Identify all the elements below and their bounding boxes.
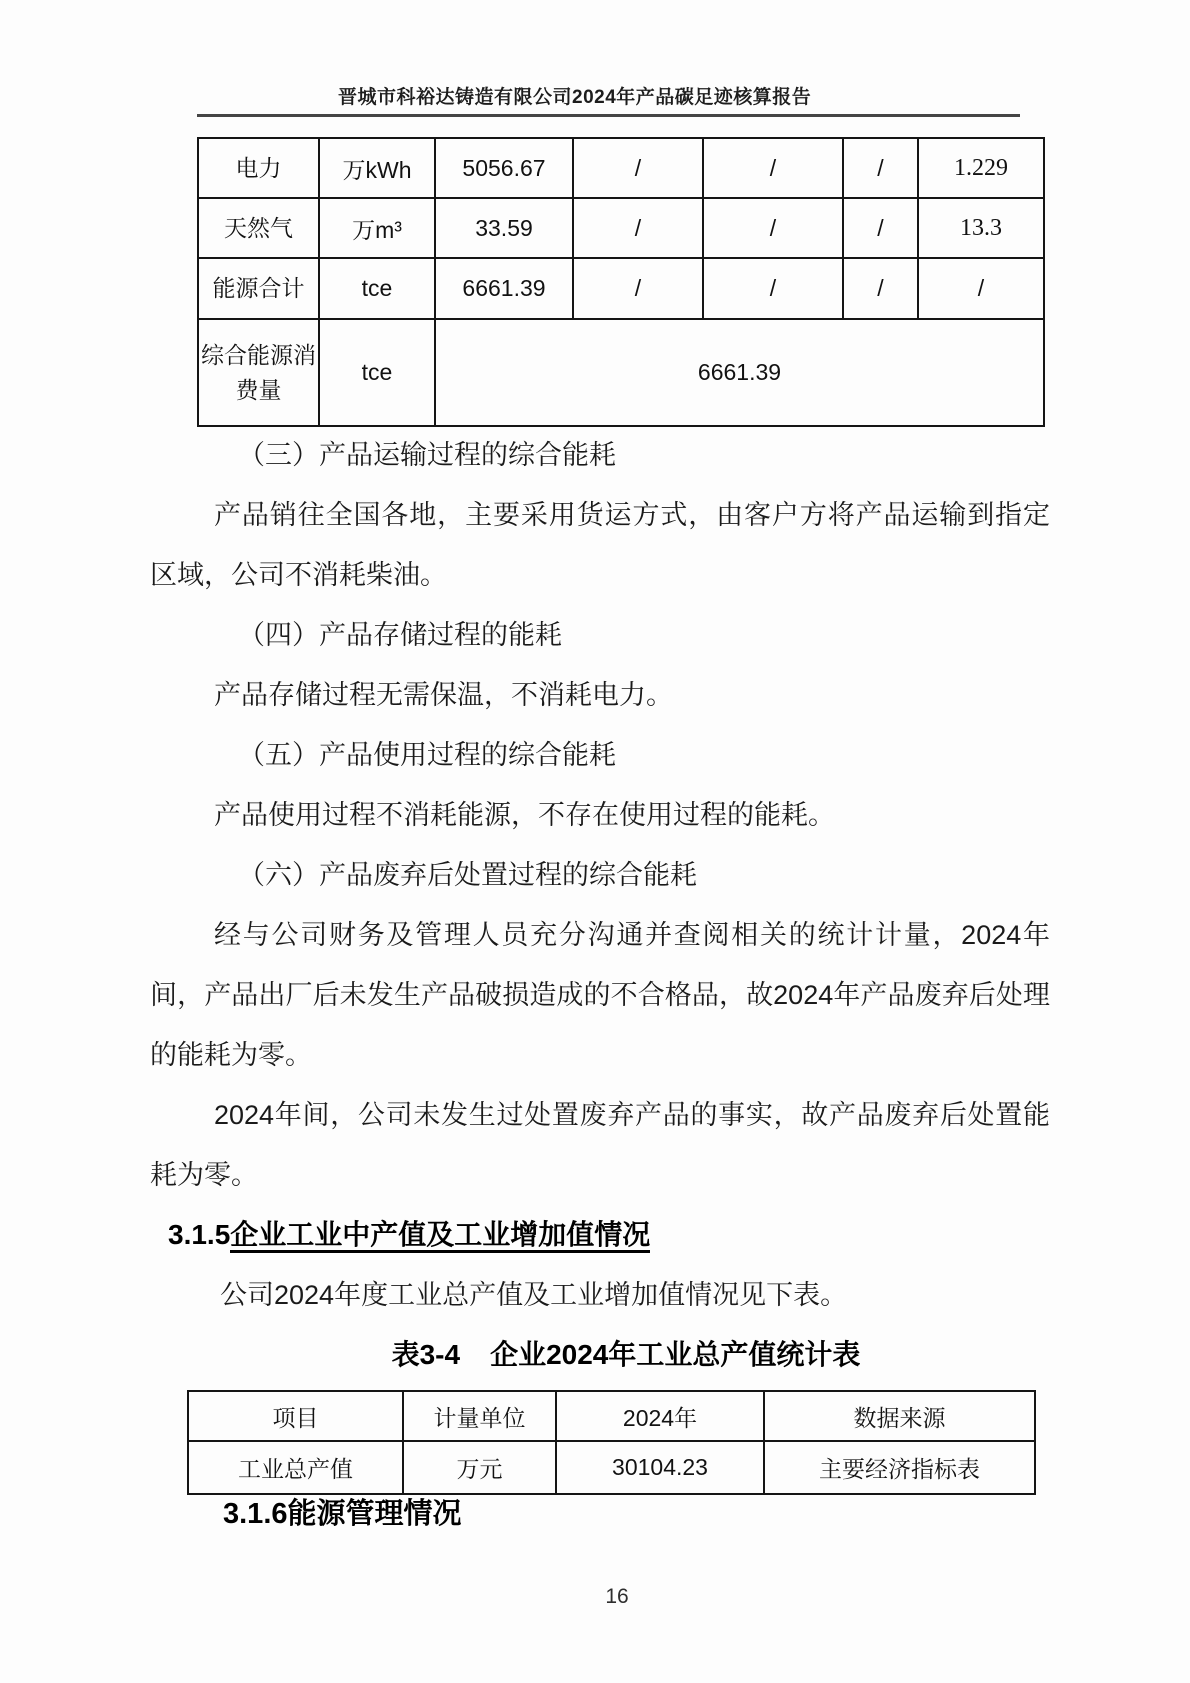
cell-item: 工业总产值 — [188, 1441, 403, 1494]
cell-slash: / — [843, 258, 918, 319]
cell-slash: / — [843, 138, 918, 198]
section-heading-3-1-5 — [150, 1205, 1050, 1265]
subsection-heading-4: （四）产品存储过程的能耗 — [238, 620, 562, 650]
cell-unit: 万元 — [403, 1441, 556, 1494]
table-header-row — [188, 1391, 1035, 1441]
cell-energy-name: 综合能源消费量 — [198, 319, 319, 426]
table-row-natural-gas — [198, 198, 1044, 258]
cell-slash: / — [918, 258, 1044, 319]
cell-slash: / — [573, 258, 703, 319]
cell-factor: 1.229 — [918, 138, 1044, 198]
cell-slash: / — [573, 198, 703, 258]
cell-slash: / — [703, 198, 843, 258]
paragraph-disposal-1: 经与公司财务及管理人员充分沟通并查阅相关的统计计量，2024年间，产品出厂后未发生产品破损造成的不合格品，故2024年产品废弃后处理的能耗为零。 — [150, 920, 1050, 1070]
subsection-heading-6: （六）产品废弃后处置过程的综合能耗 — [238, 860, 697, 890]
table-row-gross-output — [188, 1441, 1035, 1494]
table-caption-label: 表3-4 — [391, 1339, 461, 1370]
section-title-underlined: 企业工业中产值及工业增加值情况 — [230, 1219, 650, 1253]
cell-value: 30104.23 — [556, 1441, 764, 1494]
cell-energy-name: 天然气 — [198, 198, 319, 258]
table-row-electricity — [198, 138, 1044, 198]
cell-energy-name: 能源合计 — [198, 258, 319, 319]
header-year: 2024年 — [556, 1391, 764, 1441]
paragraph-disposal-2: 2024年间，公司未发生过处置废弃产品的事实，故产品废弃后处置能耗为零。 — [150, 1100, 1050, 1190]
header-title: 晋城市科裕达铸造有限公司2024年产品碳足迹核算报告 — [338, 87, 812, 108]
page-number: 16 — [605, 1585, 629, 1608]
cell-source: 主要经济指标表 — [764, 1441, 1035, 1494]
cell-merged-total: 6661.39 — [435, 319, 1044, 426]
header-unit: 计量单位 — [403, 1391, 556, 1441]
paragraph-transport: 产品销往全国各地，主要采用货运方式，由客户方将产品运输到指定区域，公司不消耗柴油。 — [150, 500, 1050, 590]
table-caption — [150, 1325, 1050, 1385]
cell-slash: / — [703, 258, 843, 319]
header-rule — [197, 114, 1020, 117]
paragraph-usage: 产品使用过程不消耗能源，不存在使用过程的能耗。 — [214, 800, 835, 830]
cell-unit: tce — [319, 319, 435, 426]
cell-amount: 5056.67 — [435, 138, 573, 198]
header-item: 项目 — [188, 1391, 403, 1441]
subsection-heading-5: （五）产品使用过程的综合能耗 — [238, 740, 616, 770]
paragraph-storage: 产品存储过程无需保温，不消耗电力。 — [214, 680, 673, 710]
cell-unit: 万m³ — [319, 198, 435, 258]
cell-slash: / — [573, 138, 703, 198]
energy-consumption-table — [197, 137, 1045, 427]
section-heading-3-1-6 — [150, 1496, 1023, 1532]
table-row-comprehensive-energy — [198, 319, 1044, 426]
cell-slash: / — [703, 138, 843, 198]
table-row-energy-total — [198, 258, 1044, 319]
cell-slash: / — [843, 198, 918, 258]
cell-unit: 万kWh — [319, 138, 435, 198]
cell-amount: 33.59 — [435, 198, 573, 258]
cell-energy-name: 电力 — [198, 138, 319, 198]
header-source: 数据来源 — [764, 1391, 1035, 1441]
section-title: 能源管理情况 — [287, 1498, 462, 1530]
paragraph-intro-table: 公司2024年度工业总产值及工业增加值情况见下表。 — [220, 1280, 848, 1310]
output-value-table — [187, 1390, 1036, 1495]
cell-amount: 6661.39 — [435, 258, 573, 319]
cell-factor: 13.3 — [918, 198, 1044, 258]
subsection-heading-3: （三）产品运输过程的综合能耗 — [238, 440, 616, 470]
section-number: 3.1.5 — [168, 1219, 231, 1250]
cell-unit: tce — [319, 258, 435, 319]
table-caption-title: 企业2024年工业总产值统计表 — [490, 1339, 861, 1370]
section-number: 3.1.6 — [223, 1498, 288, 1530]
body-text — [150, 425, 1050, 1385]
